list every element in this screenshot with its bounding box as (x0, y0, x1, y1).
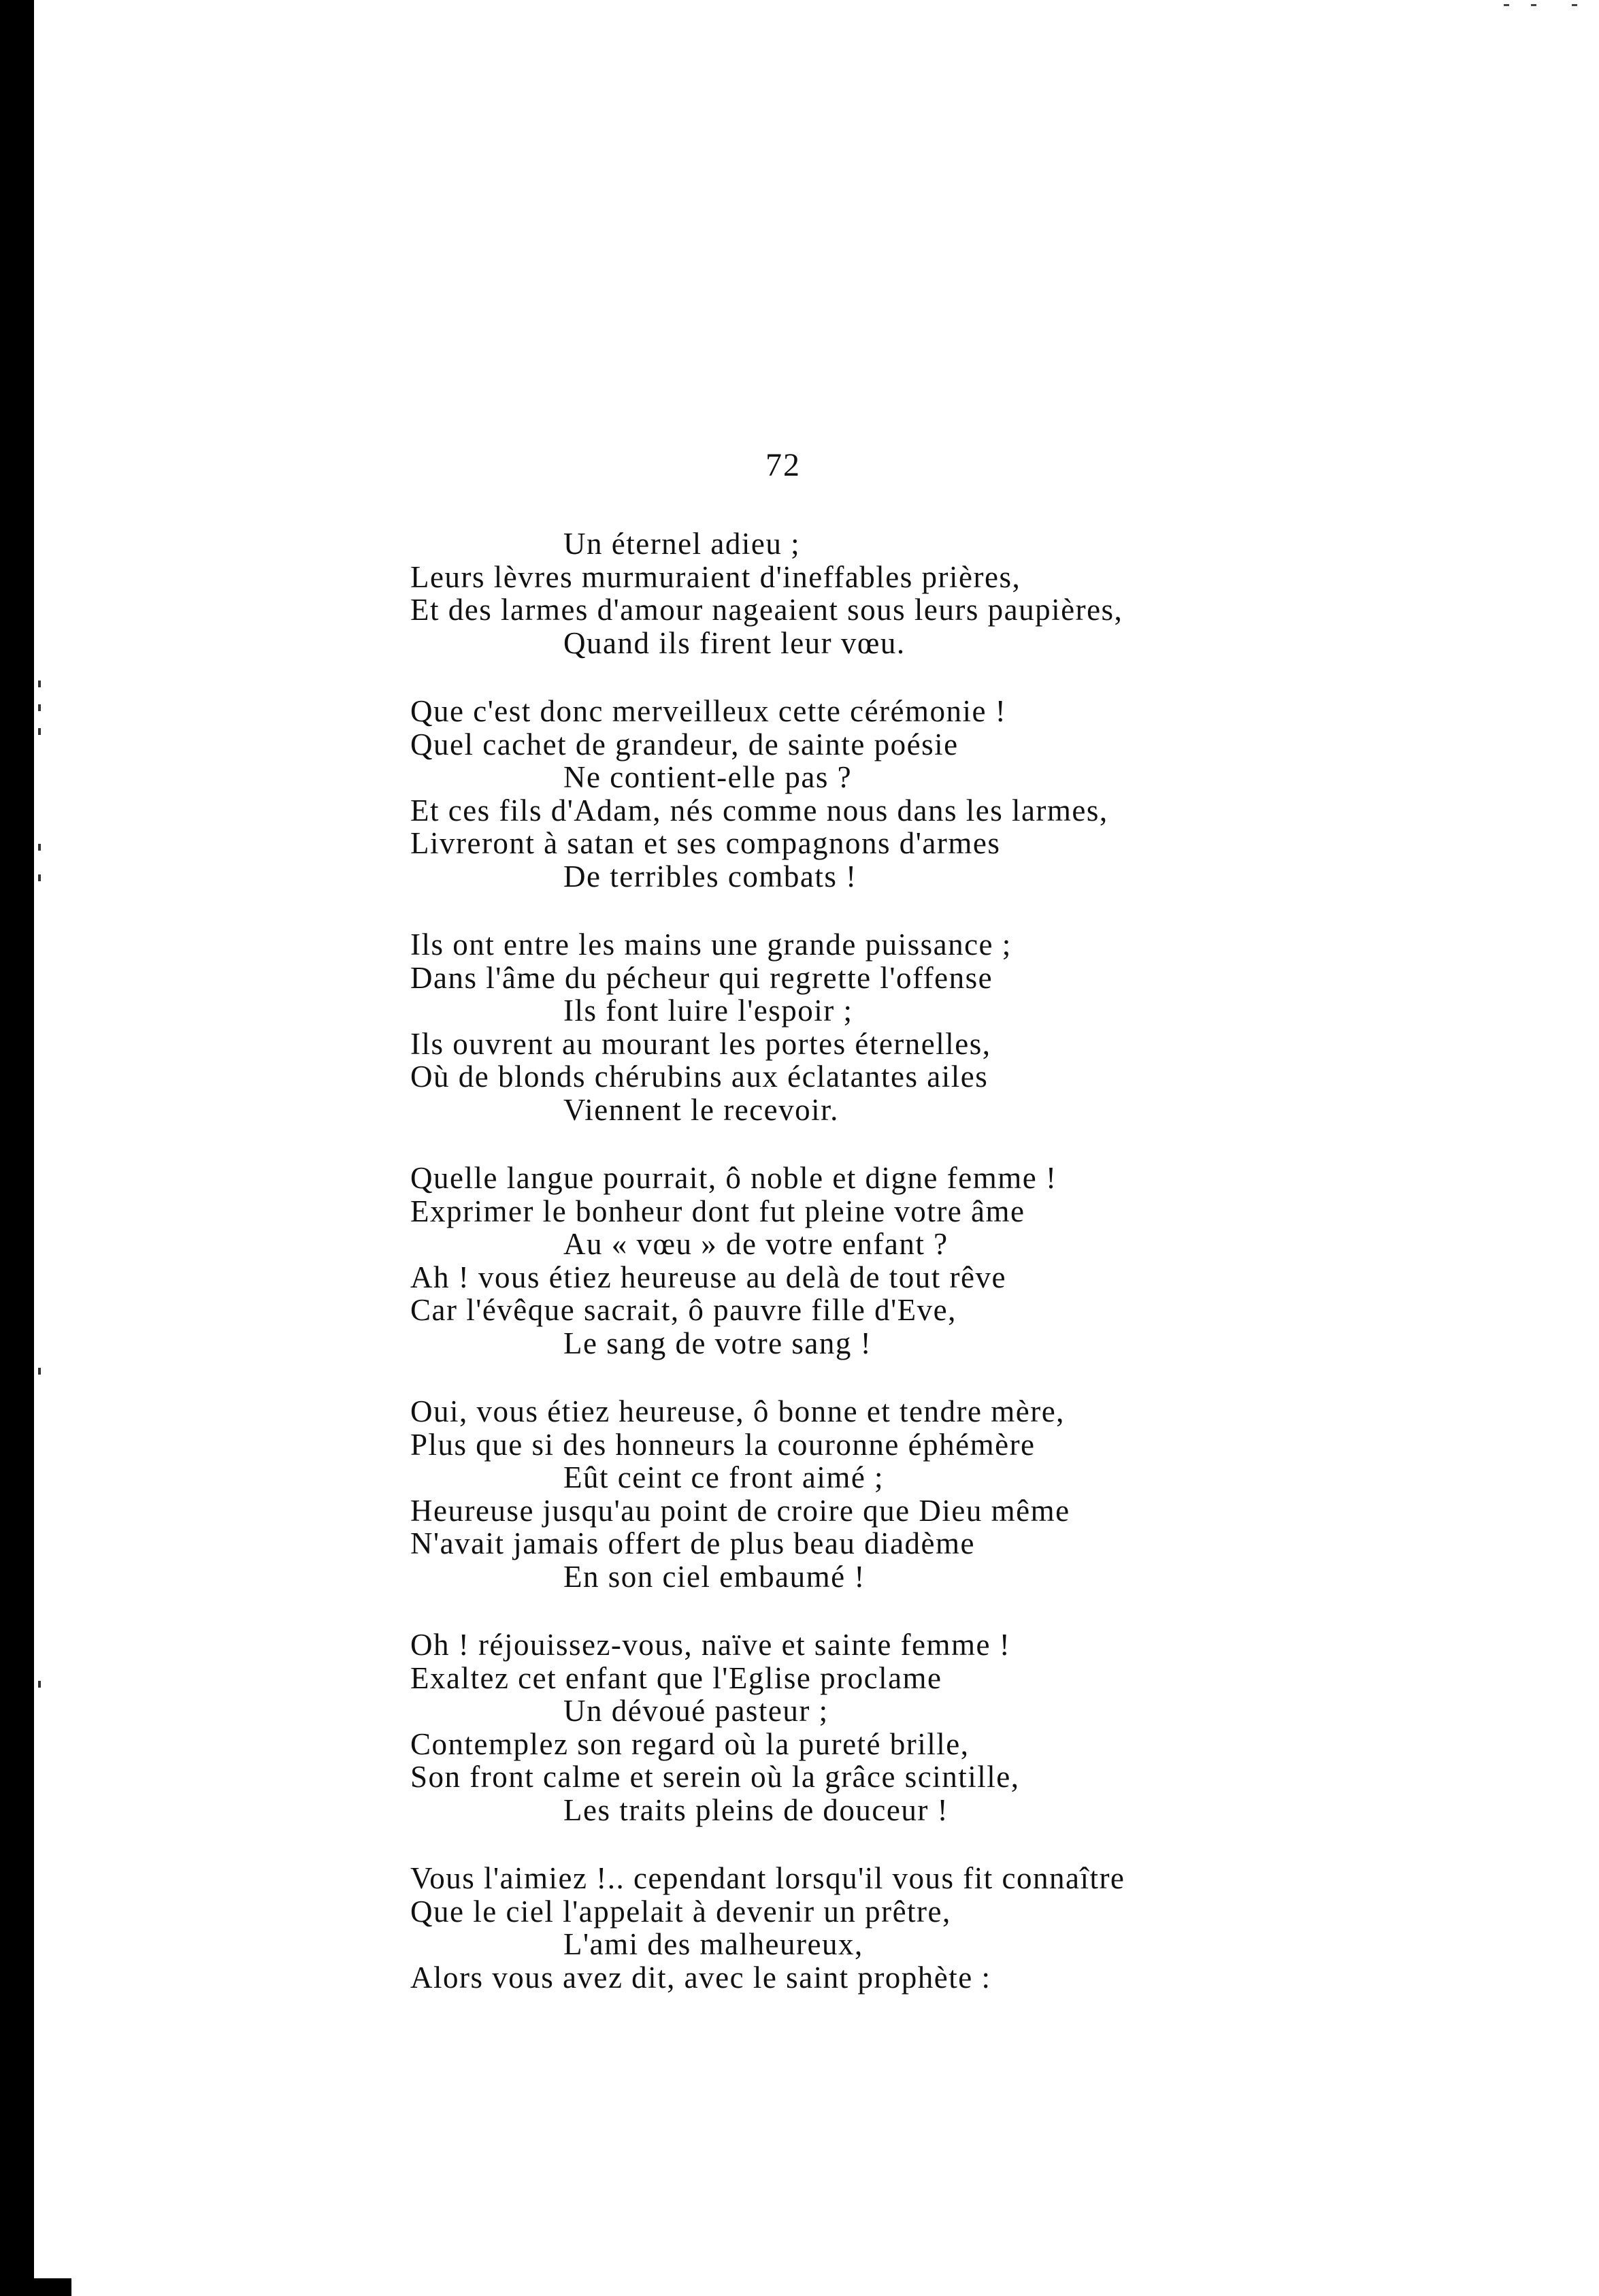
verse-line: Quelle langue pourrait, ô noble et digne femme ! (410, 1161, 1057, 1195)
scan-edge-left (0, 0, 34, 2246)
verse-line: Que c'est donc merveilleux cette cérémonie ! (410, 694, 1007, 728)
verse-line: Alors vous avez dit, avec le saint prophète : (410, 1960, 991, 1995)
verse-line: Ils font luire l'espoir ; (563, 994, 853, 1028)
verse-line: Ne contient-elle pas ? (563, 760, 853, 794)
stanza (410, 1628, 1261, 1826)
verse-line: Que le ciel l'appelait à devenir un prêtre, (410, 1894, 951, 1929)
verse-line: Exaltez cet enfant que l'Eglise proclame (410, 1660, 942, 1695)
verse-line: Oui, vous étiez heureuse, ô bonne et tendre mère, (410, 1394, 1065, 1428)
verse-line: Livreront à satan et ses compagnons d'armes (410, 826, 1001, 860)
verse-line: Au « vœu » de votre enfant ? (563, 1227, 949, 1261)
verse-line: Heureuse jusqu'au point de croire que Dieu même (410, 1493, 1070, 1528)
verse-line: Oh ! réjouissez-vous, naïve et sainte femme ! (410, 1628, 1011, 1662)
verse-line: Quand ils firent leur vœu. (563, 625, 906, 660)
page-number: 72 (765, 447, 801, 483)
stanza (410, 1862, 1261, 1994)
verse-line: Contemplez son regard où la pureté brille, (410, 1726, 970, 1761)
stanza (410, 527, 1261, 659)
verse-line: Son front calme et serein où la grâce scintille, (410, 1760, 1020, 1794)
verse-line: Exprimer le bonheur dont fut pleine votre âme (410, 1194, 1025, 1228)
verse-line: Où de blonds chérubins aux éclatantes ailes (410, 1060, 989, 1094)
corner-crop-mark (0, 2215, 71, 2296)
verse-line: L'ami des malheureux, (563, 1927, 863, 1961)
verse-line: Les traits pleins de douceur ! (563, 1792, 949, 1827)
verse-line: Un éternel adieu ; (563, 527, 801, 561)
stanza (410, 1395, 1261, 1593)
verse-line: Vous l'aimiez !.. cependant lorsqu'il vous fit connaître (410, 1861, 1125, 1895)
stanza (410, 928, 1261, 1126)
verse-line: Ah ! vous étiez heureuse au delà de tout rêve (410, 1260, 1006, 1294)
verse-line: Leurs lèvres murmuraient d'ineffables prières, (410, 559, 1021, 594)
verse-line: Et ces fils d'Adam, nés comme nous dans les larmes, (410, 793, 1108, 827)
verse-line: N'avait jamais offert de plus beau diadème (410, 1526, 975, 1560)
verse-line: En son ciel embaumé ! (563, 1559, 866, 1594)
verse-line: Un dévoué pasteur ; (563, 1694, 829, 1728)
verse-line: Ils ouvrent au mourant les portes éternelles, (410, 1026, 991, 1061)
verse-line: Ils ont entre les mains une grande puissance ; (410, 928, 1012, 962)
verse-line: Dans l'âme du pécheur qui regrette l'offense (410, 960, 993, 995)
verse-line: Viennent le recevoir. (563, 1092, 839, 1127)
margin-specks (35, 680, 44, 1769)
verse-line: Plus que si des honneurs la couronne éphémère (410, 1427, 1036, 1462)
stanza (410, 695, 1261, 893)
top-specks (1504, 4, 1585, 11)
stanza (410, 1162, 1261, 1360)
poem (410, 527, 1261, 2029)
verse-line: Quel cachet de grandeur, de sainte poésie (410, 727, 959, 761)
verse-line: Le sang de votre sang ! (563, 1326, 872, 1360)
verse-line: Car l'évêque sacrait, ô pauvre fille d'Eve, (410, 1293, 957, 1327)
verse-line: Eût ceint ce front aimé ; (563, 1460, 885, 1494)
verse-line: Et des larmes d'amour nageaient sous leurs paupières, (410, 593, 1123, 627)
verse-line: De terribles combats ! (563, 859, 857, 893)
